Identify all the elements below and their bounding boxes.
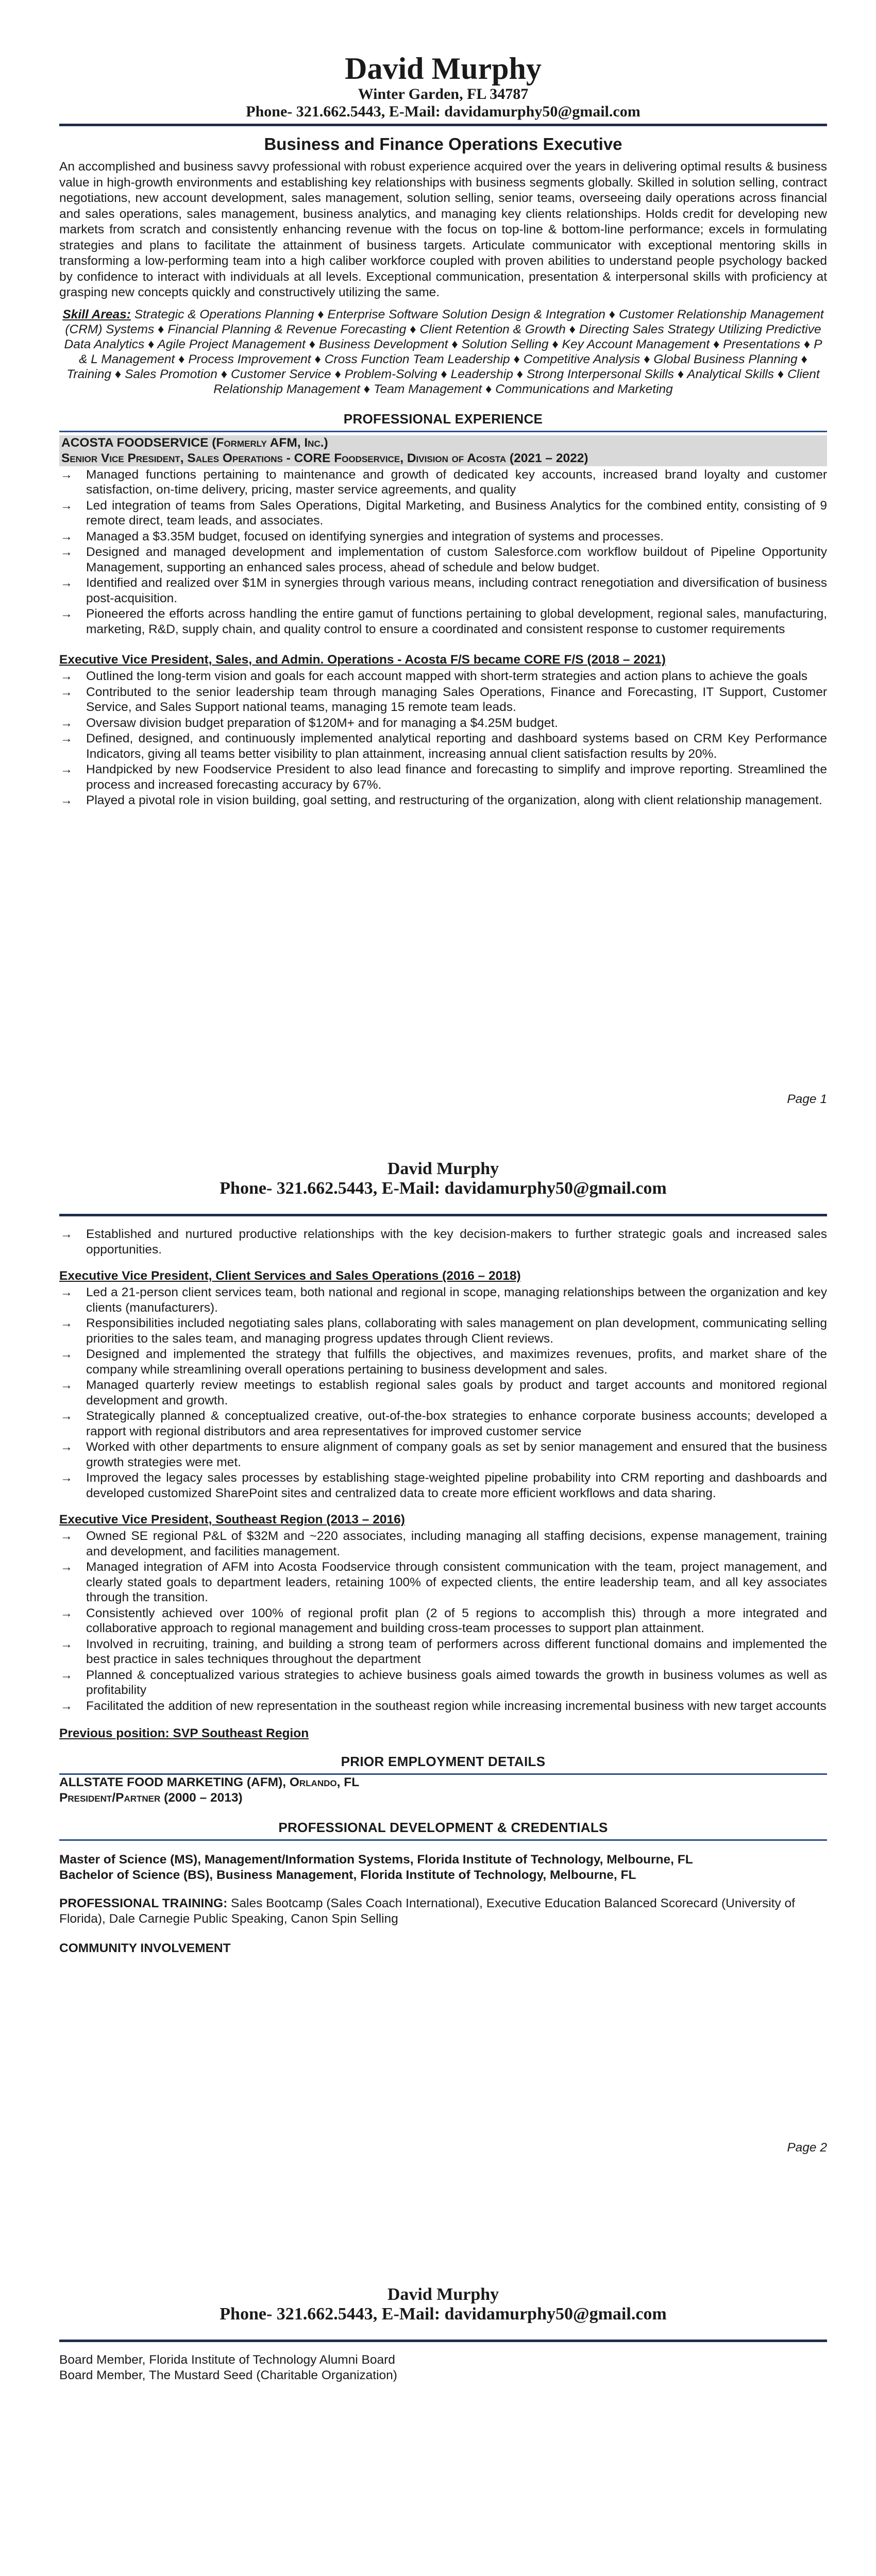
list-item: → Oversaw division budget preparation of $120M+ and for managing a $4.25M budget. bbox=[60, 716, 558, 730]
list-item: → Led integration of teams from Sales Operations, Digital Marketing, and Business Analytics for the combined entity, consisting of 9 remote direct, team leads, and associates. bbox=[60, 498, 827, 528]
list-item: → Designed and managed development and implementation of custom Salesforce.com workflow buildout of Pipeline Opportunity Management, supporting an enhanced sales process, ahead of schedule and below budget. bbox=[60, 545, 827, 574]
resume-contact-header: Phone- 321.662.5443, E-Mail: davidamurphy50@gmail.com bbox=[220, 1179, 667, 1198]
resume-name: David Murphy bbox=[345, 52, 542, 86]
community-item: Board Member, The Mustard Seed (Charitable Organization) bbox=[59, 2368, 397, 2382]
role-evp-southeast: Executive Vice President, Southeast Region (2013 – 2016) bbox=[59, 1513, 405, 1527]
company-acosta: ACOSTA FOODSERVICE (Formerly AFM, Inc.) bbox=[59, 435, 827, 451]
list-item: → Worked with other departments to ensure alignment of company goals as set by senior management and ensured that the business growth strategies were met. bbox=[60, 1440, 827, 1469]
list-item: → Strategically planned & conceptualized creative, out-of-the-box strategies to enhance corporate business accounts; developed a rapport with regional distributors and area representatives for improved customer service bbox=[60, 1409, 827, 1438]
page-number: Page 1 bbox=[787, 1092, 827, 1106]
role-evp-sales-admin-bullets bbox=[59, 669, 827, 808]
role-evp-client-services-bullets bbox=[59, 1285, 827, 1501]
summary-text: An accomplished and business savvy professional with robust experience acquired over the years in delivering optimal results & business value in high-growth environments and establishing key relationships with business segments globally. Skilled in solution selling, contract negotiations, new account development, sales management, solution selling, senior teams, overseeing daily operations across financial and sales operations, sales management, business analytics, and managing key clients relationships. Holds credit for developing new markets from scratch and consistently enhancing revenue with the focus on top-line & bottom-line performance; excels in formulating strategies and plans to facilitate the attainment of business targets. Articulate communicator with exceptional mentoring skills in transforming a low-performing team into a high caliber workforce coupled with proven abilities to understand people psychology backed by confidence to interact with individuals at all levels. Exceptional communication, presentation & interpersonal skills with proficiency at grasping new concepts quickly and constructively utilizing the same. bbox=[59, 160, 827, 299]
list-item: → Handpicked by new Foodservice President to also lead finance and forecasting to simplify and improve reporting. Streamlined the process and increased forecasting accuracy by 67%. bbox=[60, 762, 827, 792]
prior-company: ALLSTATE FOOD MARKETING (AFM), Orlando, FL bbox=[59, 1775, 360, 1789]
list-item: → Owned SE regional P&L of $32M and ~220 associates, including managing all staffing decisions, expense management, training and development, and facilities management. bbox=[60, 1529, 827, 1558]
header-divider bbox=[59, 124, 827, 126]
page-1 bbox=[0, 0, 876, 1133]
list-item: → Identified and realized over $1M in synergies through various means, including contract renegotiation and diversification of business post-acquisition. bbox=[60, 576, 827, 605]
list-item: → Outlined the long-term vision and goals for each account mapped with short-term strategies and action plans to achieve the goals bbox=[60, 669, 808, 683]
list-item: → Pioneered the efforts across handling the entire gamut of functions pertaining to global development, regional sales, manufacturing, marketing, R&D, supply chain, and quality control to ensure a coordinated and consistent response to customer requirements bbox=[60, 607, 827, 636]
list-item: → Managed integration of AFM into Acosta Foodservice through consistent communication with the team, project management, and clearly stated goals to department leaders, retaining 100% of expected clients, the entire leadership team, and all key associates through the transition. bbox=[60, 1560, 827, 1604]
skill-areas-label: Skill Areas: bbox=[62, 307, 131, 321]
header-divider bbox=[59, 2340, 827, 2342]
experience-heading: PROFESSIONAL EXPERIENCE bbox=[343, 411, 543, 427]
list-item: → Consistently achieved over 100% of regional profit plan (2 of 5 regions to accomplish this) through a more integrated and collaborative approach to regional management and building cross-team processes to support plan attainment. bbox=[60, 1606, 827, 1635]
role-evp-southeast-bullets bbox=[59, 1529, 827, 1714]
list-item: → Managed quarterly review meetings to establish regional sales goals by product and target accounts and monitored regional development and growth. bbox=[60, 1378, 827, 1408]
list-item: → Managed functions pertaining to maintenance and growth of dedicated key accounts, increased brand loyalty and customer satisfaction, on-time delivery, pricing, master service agreements, and quality bbox=[60, 467, 827, 497]
list-item: → Played a pivotal role in vision building, goal setting, and restructuring of the organization, along with client relationship management. bbox=[60, 793, 822, 807]
community-item: Board Member, Florida Institute of Technology Alumni Board bbox=[59, 2353, 395, 2367]
role-evp-sales-admin: Executive Vice President, Sales, and Admin. Operations - Acosta F/S became CORE F/S (2018 – 2021) bbox=[59, 653, 666, 667]
professional-training bbox=[59, 1896, 827, 1926]
page-2 bbox=[0, 1133, 876, 2267]
resume-name-header: David Murphy bbox=[387, 1159, 499, 1178]
training-text: Sales Bootcamp (Sales Coach International), Executive Education Balanced Scorecard (University of Florida), Dale Carnegie Public Speaking, Canon Spin Selling bbox=[59, 1896, 795, 1926]
summary-title: Business and Finance Operations Executive bbox=[264, 134, 622, 154]
header-divider bbox=[59, 1214, 827, 1216]
resume-name-header: David Murphy bbox=[387, 2285, 499, 2304]
list-item: → Defined, designed, and continuously implemented analytical reporting and dashboard systems based on CRM Key Performance Indicators, giving all teams better visibility to plan attainment, increasing annual client satisfaction results by 20%. bbox=[60, 732, 827, 761]
list-item: → Improved the legacy sales processes by establishing stage-weighted pipeline probability into CRM reporting and dashboards and developed customized SharePoint sites and centralized data to create more efficient workflows and data sharing. bbox=[60, 1471, 827, 1500]
continued-bullets bbox=[59, 1227, 827, 1257]
position-svp-bullets bbox=[59, 467, 827, 637]
list-item: → Designed and implemented the strategy that fulfills the objectives, and maximizes revenues, profits, and market share of the company while streamlining overall operations pertaining to business development and sales. bbox=[60, 1347, 827, 1377]
list-item: → Contributed to the senior leadership team through managing Sales Operations, Finance and Forecasting, IT Support, Customer Service, and Sales Support national teams, managing 15 remote team leads. bbox=[60, 685, 827, 714]
skill-areas bbox=[59, 307, 827, 397]
resume-location: Winter Garden, FL 34787 bbox=[358, 86, 529, 103]
list-item: → Led a 21-person client services team, both national and regional in scope, managing relationships between the organization and key clients (manufacturers). bbox=[60, 1285, 827, 1315]
page-number: Page 2 bbox=[787, 2141, 827, 2155]
role-evp-client-services: Executive Vice President, Client Services and Sales Operations (2016 – 2018) bbox=[59, 1269, 521, 1283]
skill-areas-list: Strategic & Operations Planning ♦ Enterprise Software Solution Design & Integration ♦ Customer Relationship Management (CRM) Systems ♦ Financial Planning & Revenue Forecasting ♦ Client Retention & Growth ♦ Directing Sales Strategy Utilizing Predictive Data Analytics ♦ Agile Project Management ♦ Business Development ♦ Solution Selling ♦ Key Account Management ♦ Presentations ♦ P & L Management ♦ Process Improvement ♦ Cross Function Team Leadership ♦ Competitive Analysis ♦ Global Business Planning ♦ Training ♦ Sales Promotion ♦ Customer Service ♦ Problem-Solving ♦ Leadership ♦ Strong Interpersonal Skills ♦ Analytical Skills ♦ Client Relationship Management ♦ Team Management ♦ Communications and Marketing bbox=[64, 307, 824, 396]
degree-bs: Bachelor of Science (BS), Business Management, Florida Institute of Technology, Melbourne, FL bbox=[59, 1868, 636, 1882]
list-item: → Planned & conceptualized various strategies to achieve business goals aimed towards the growth in business volumes as well as profitability bbox=[60, 1668, 827, 1697]
list-item: → Managed a $3.35M budget, focused on identifying synergies and integration of systems and processes. bbox=[60, 529, 664, 544]
development-divider bbox=[59, 1839, 827, 1841]
training-label: PROFESSIONAL TRAINING: bbox=[59, 1896, 228, 1910]
development-heading: PROFESSIONAL DEVELOPMENT & CREDENTIALS bbox=[278, 1820, 608, 1835]
position-svp: Senior Vice President, Sales Operations - CORE Foodservice, Division of Acosta (2021 – 2022) bbox=[59, 451, 827, 466]
resume-contact-header: Phone- 321.662.5443, E-Mail: davidamurphy50@gmail.com bbox=[220, 2304, 667, 2324]
list-item: → Facilitated the addition of new representation in the southeast region while increasing incremental business with new target accounts bbox=[60, 1699, 827, 1713]
prior-employment-heading: PRIOR EMPLOYMENT DETAILS bbox=[341, 1754, 546, 1769]
previous-position: Previous position: SVP Southeast Region bbox=[59, 1726, 309, 1740]
page-3 bbox=[0, 2267, 876, 2576]
prior-position: President/Partner (2000 – 2013) bbox=[59, 1790, 243, 1805]
experience-divider bbox=[59, 431, 827, 432]
list-item: → Involved in recruiting, training, and building a strong team of performers across different functional domains and implemented the best practice in sales techniques throughout the department bbox=[60, 1637, 827, 1666]
degree-ms: Master of Science (MS), Management/Information Systems, Florida Institute of Technology, Melbourne, FL bbox=[59, 1853, 693, 1867]
list-item: → Established and nurtured productive relationships with the key decision-makers to further strategic goals and increased sales opportunities. bbox=[60, 1227, 827, 1257]
community-heading: COMMUNITY INVOLVEMENT bbox=[59, 1941, 231, 1955]
list-item: → Responsibilities included negotiating sales plans, collaborating with sales management on plan development, communicating selling priorities to the sales team, and managing progress updates through Client reviews. bbox=[60, 1316, 827, 1346]
resume-contact: Phone- 321.662.5443, E-Mail: davidamurphy50@gmail.com bbox=[246, 103, 641, 120]
